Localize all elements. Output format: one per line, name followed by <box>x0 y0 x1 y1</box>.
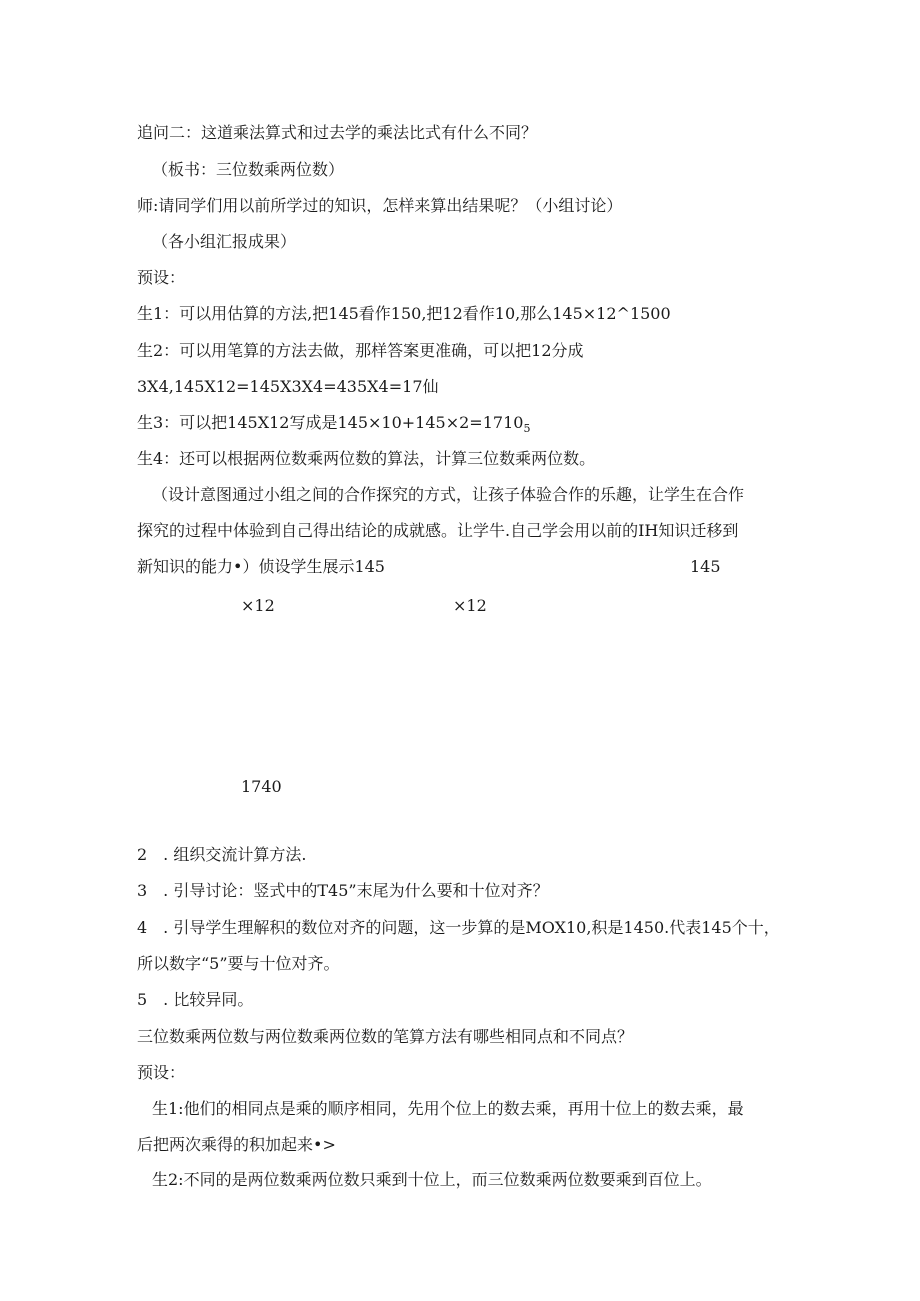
text-line: 追问二：这道乘法算式和过去学的乘法比式有什么不同？ <box>137 123 538 142</box>
text-line-main: 生3：可以把145X12写成是145×10+145×2=1710 <box>137 413 524 432</box>
calc-multiplier-right: ×12 <box>453 596 487 615</box>
text-line: 生4：还可以根据两位数乘两位数的算法，计算三位数乘两位数。 <box>137 449 596 468</box>
calc-multiplier-left: ×12 <box>241 596 275 615</box>
text-line: 后把两次乘得的积加起来•> <box>137 1135 336 1154</box>
text-line: 所以数字“5”要与十位对齐。 <box>137 954 340 973</box>
text-line: （各小组汇报成果） <box>152 232 297 251</box>
text-line: 三位数乘两位数与两位数乘两位数的笔算方法有哪些相同点和不同点？ <box>137 1027 634 1046</box>
calc-top-right: 145 <box>690 557 721 576</box>
text-line: 4 . 引导学生理解积的数位对齐的问题，这一步算的是MOX10,积是1450.代表145个十， <box>137 918 780 937</box>
text-line: 师:请同学们用以前所学过的知识，怎样来算出结果呢？（小组讨论） <box>137 196 623 215</box>
text-line: 2 . 组织交流计算方法. <box>137 845 307 864</box>
text-line: 生1：可以用估算的方法,把145看作150,把12看作10,那么145×12^1500 <box>137 304 671 323</box>
calc-result-left: 1740 <box>241 777 282 796</box>
text-line: 生2:不同的是两位数乘两位数只乘到十位上，而三位数乘两位数要乘到百位上。 <box>152 1170 712 1189</box>
text-line: 新知识的能力•）侦设学生展示145 <box>137 557 385 576</box>
text-line: 3X4,145X12=145X3X4=435X4=17仙 <box>137 377 439 396</box>
text-line: 生2：可以用笔算的方法去做，那样答案更准确，可以把12分成 <box>137 341 584 360</box>
text-line: 生1:他们的相同点是乘的顺序相同，先用个位上的数去乘，再用十位上的数去乘，最 <box>152 1099 744 1118</box>
text-line: 预设： <box>137 1063 186 1082</box>
text-line: （设计意图通过小组之间的合作探究的方式，让孩子体验合作的乐趣，让学生在合作 <box>152 485 745 504</box>
text-line: 探究的过程中体验到自己得出结论的成就感。让学牛.自己学会用以前的IH知识迁移到 <box>137 521 739 540</box>
text-line: 预设： <box>137 268 186 287</box>
text-line: 5 . 比较异同。 <box>137 990 254 1009</box>
text-line: （板书：三位数乘两位数） <box>152 160 345 179</box>
text-line <box>137 413 530 439</box>
subscript: 5 <box>523 422 531 435</box>
text-line: 3 . 引导讨论：竖式中的T45”末尾为什么要和十位对齐？ <box>137 881 549 900</box>
